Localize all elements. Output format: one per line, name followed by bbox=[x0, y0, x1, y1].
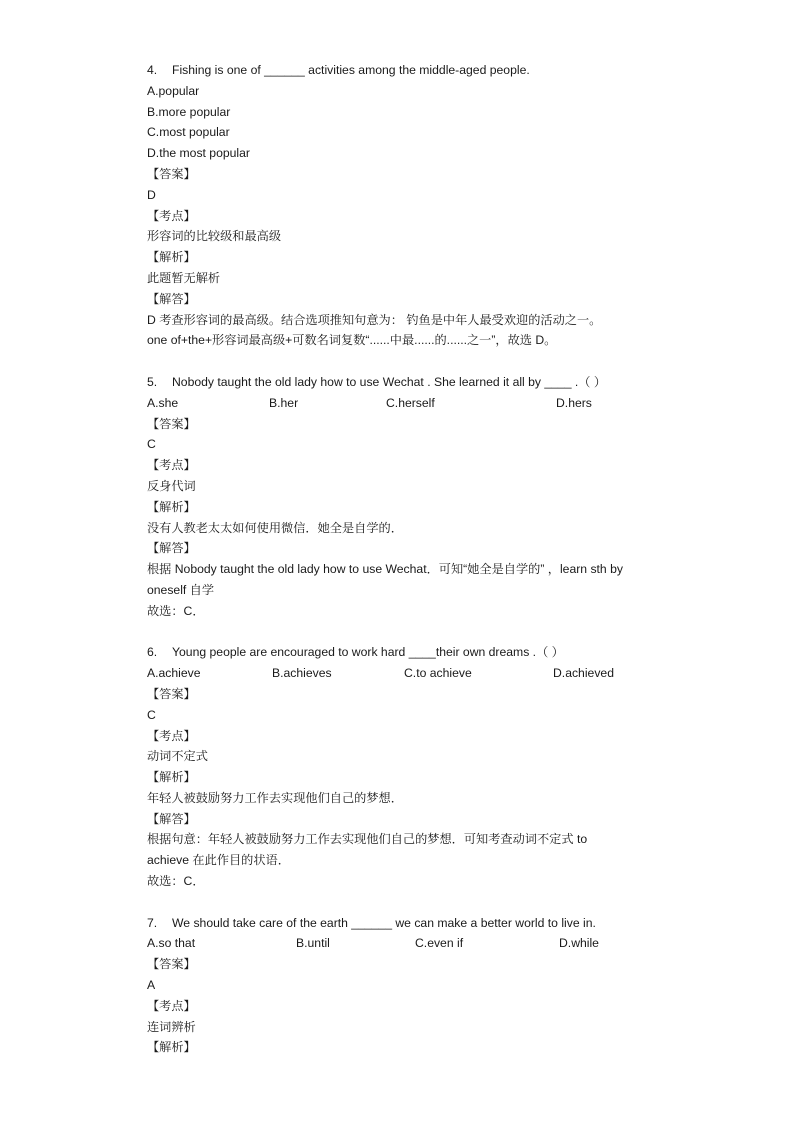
question-text: We should take care of the earth ______ we can make a better world to live in. bbox=[172, 915, 596, 930]
question-text: Young people are encouraged to work hard ____their own dreams .（ ） bbox=[172, 645, 564, 660]
answer-label: 【答案】 bbox=[147, 416, 196, 431]
question-number: 6. bbox=[147, 645, 158, 660]
document-page bbox=[147, 60, 707, 1058]
analysis-label: 【解析】 bbox=[147, 250, 196, 265]
option-c: C.even if bbox=[415, 936, 464, 951]
point-value: 反身代词 bbox=[147, 478, 196, 493]
option-b: B.achieves bbox=[272, 666, 332, 681]
solution-label: 【解答】 bbox=[147, 811, 196, 826]
solution-line: 故选：C． bbox=[147, 603, 205, 618]
question-stem bbox=[147, 913, 707, 934]
question-7 bbox=[147, 913, 707, 1059]
point-label: 【考点】 bbox=[147, 458, 196, 473]
option-c: C.most popular bbox=[147, 125, 230, 140]
question-number: 7. bbox=[147, 915, 158, 930]
option-b: B.more popular bbox=[147, 104, 231, 119]
solution-line: oneself 自学 bbox=[147, 582, 215, 597]
analysis-label: 【解析】 bbox=[147, 770, 196, 785]
analysis-label: 【解析】 bbox=[147, 1040, 196, 1055]
point-label: 【考点】 bbox=[147, 208, 196, 223]
option-d: D.achieved bbox=[553, 666, 614, 681]
solution-line: D 考查形容词的最高级。结合选项推知句意为： 钓鱼是中年人最受欢迎的活动之一。 bbox=[147, 312, 602, 327]
solution-label: 【解答】 bbox=[147, 291, 196, 306]
question-number: 5. bbox=[147, 374, 158, 389]
option-c: C.to achieve bbox=[404, 666, 472, 681]
question-stem bbox=[147, 642, 707, 663]
question-4 bbox=[147, 60, 707, 351]
question-5 bbox=[147, 372, 707, 622]
question-text: Fishing is one of ______ activities among the middle-aged people. bbox=[172, 63, 530, 77]
question-text: Nobody taught the old lady how to use Wechat . She learned it all by ____ .（ ） bbox=[172, 374, 607, 389]
question-6 bbox=[147, 642, 707, 892]
analysis-label: 【解析】 bbox=[147, 499, 196, 514]
answer-value: C bbox=[147, 707, 156, 722]
solution-line: achieve 在此作目的状语． bbox=[147, 853, 290, 868]
solution-line: 故选：C． bbox=[147, 874, 205, 889]
option-d: D.hers bbox=[556, 395, 592, 410]
analysis-text: 没有人教老太太如何使用微信．她全是自学的． bbox=[147, 520, 403, 535]
point-value: 形容词的比较级和最高级 bbox=[147, 229, 282, 244]
analysis-text: 此题暂无解析 bbox=[147, 270, 221, 285]
answer-label: 【答案】 bbox=[147, 686, 196, 701]
question-stem bbox=[147, 60, 707, 81]
question-number: 4. bbox=[147, 63, 158, 77]
options-row bbox=[147, 663, 707, 684]
option-a: A.popular bbox=[147, 83, 200, 98]
option-b: B.until bbox=[296, 936, 330, 951]
solution-line: 根据句意：年轻人被鼓励努力工作去实现他们自己的梦想．可知考查动词不定式 to bbox=[147, 832, 588, 847]
answer-value: D bbox=[147, 187, 156, 202]
solution-line: 根据 Nobody taught the old lady how to use Wechat．可知“她全是自学的” ，learn sth by bbox=[147, 562, 623, 577]
question-stem bbox=[147, 372, 707, 393]
solution-line: one of+the+形容词最高级+可数名词复数“......中最......的......之一”，故选 D。 bbox=[147, 333, 557, 348]
options-row bbox=[147, 393, 707, 414]
answer-value: A bbox=[147, 978, 156, 993]
option-b: B.her bbox=[269, 395, 299, 410]
point-label: 【考点】 bbox=[147, 998, 196, 1013]
options-row bbox=[147, 933, 707, 954]
answer-label: 【答案】 bbox=[147, 166, 196, 181]
option-c: C.herself bbox=[386, 395, 435, 410]
option-d: D.the most popular bbox=[147, 146, 250, 161]
point-label: 【考点】 bbox=[147, 728, 196, 743]
point-value: 动词不定式 bbox=[147, 749, 208, 764]
analysis-text: 年轻人被鼓励努力工作去实现他们自己的梦想． bbox=[147, 790, 403, 805]
option-d: D.while bbox=[559, 936, 599, 951]
answer-label: 【答案】 bbox=[147, 957, 196, 972]
point-value: 连词辨析 bbox=[147, 1019, 196, 1034]
solution-label: 【解答】 bbox=[147, 541, 196, 556]
answer-value: C bbox=[147, 437, 156, 452]
option-a: A.achieve bbox=[147, 666, 201, 681]
option-a: A.she bbox=[147, 395, 179, 410]
option-a: A.so that bbox=[147, 936, 196, 951]
